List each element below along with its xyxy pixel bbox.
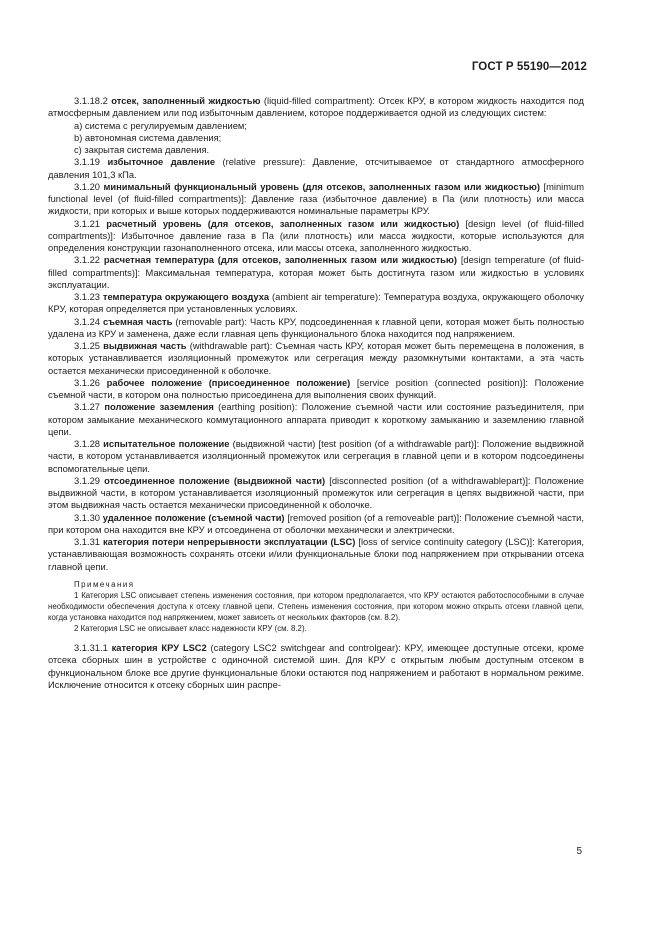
defined-term: испытательное положение <box>103 439 230 449</box>
definition-text: (выдвижной части) [test position (of a withdrawable part)]: Положение выдвижной части, в котором устанавливается изоляционный промежуток или сегрегация в главной цепи и в котором подсоединены вспомогательные цепи. <box>48 439 584 474</box>
clause-number: 3.1.25 <box>74 341 100 351</box>
definition-paragraph <box>48 512 584 537</box>
notes-heading: Примечания <box>74 579 135 589</box>
clause-number: 3.1.31 <box>74 537 100 547</box>
definition-paragraph <box>48 340 584 377</box>
list-item <box>48 144 584 156</box>
definition-text: (liquid-filled compartment): Отсек КРУ, в котором жидкость находится под атмосферным давлением или под избыточным давлением, которое поддерживается одной из следующих систем: <box>48 96 584 119</box>
definition-paragraph <box>48 438 584 475</box>
definition-text: [loss of service continuity category (LSC)]: Категория, устанавливающая возможность сохранять отсеки и/или функциональные блоки под напряжением при открывании отсека главной цепи. <box>48 537 584 572</box>
clause-number: 3.1.20 <box>74 181 100 192</box>
defined-term: температура окружающего воздуха <box>102 292 270 302</box>
list-item <box>48 132 584 144</box>
clause-number: 3.1.22 <box>74 255 100 266</box>
definition-text: [disconnected position (of a withdrawablepart)]: Положение выдвижной части, в котором устанавливается изоляционный промежуток или сегрегация в цепях выдвижной части, при этом выдвижная часть остается механически присоединенной к оболочке. <box>48 475 584 511</box>
definition-text: [design temperature (of fluid-filled compartments)]: Максимальная температура, которая может быть достигнута газом или жидкостью в условиях эксплуатации. <box>48 255 584 290</box>
standard-designation: ГОСТ Р 55190—2012 <box>471 61 587 73</box>
definition-paragraph <box>48 401 584 438</box>
note-item: 1 Категория LSC описывает степень изменения состояния, при котором предполагается, что КРУ остаются работоспособными в случае необходимости обеспечения доступа к отсеку главной цепи. Степень изменения состояния, при котором можно открыть отсеки главной цепи, когда установка находится под напряжением, может зависеть от нескольких факторов (см. 8.2). <box>48 590 584 623</box>
definition-paragraph <box>48 181 584 218</box>
definition-paragraph <box>48 475 584 512</box>
definition-text: (category LSC2 switchgear and controlgear): КРУ, имеющее доступные отсеки, кроме отсека сборных шин в устройстве с одиночной системой шин. Для КРУ с открытым любым доступным отсеком в функциональном блоке все другие функциональные блоки остаются под напряжением и работают в нормальном режиме. Исключение относится к отсеку сборных шин распре- <box>48 643 584 690</box>
definition-text: (ambient air temperature): Температура воздуха, окружающего оболочку КРУ, которая определяется при установленных условиях. <box>48 292 584 315</box>
clause-number: 3.1.31.1 <box>74 643 108 654</box>
defined-term: отсек, заполненный жидкостью <box>111 96 261 106</box>
clause-number: 3.1.27 <box>74 402 100 413</box>
defined-term: категория потери непрерывности эксплуатации (LSC) <box>102 537 356 547</box>
clause-number: 3.1.23 <box>74 292 100 302</box>
definition-text: [minimum functional level (of fluid-filled compartments)]: Давление газа (избыточное давление) в Па (или плотность) или масса жидкости, при которых и выше которых поддерживаются номинальные параметры КРУ. <box>48 181 584 217</box>
defined-term: избыточное давление <box>107 157 216 168</box>
document-body <box>48 95 584 691</box>
definition-paragraph <box>48 316 584 341</box>
definition-text: (removable part): Часть КРУ, подсоединенная к главной цепи, которая может быть полностью удалена из КРУ и заменена, даже если главная цепь функционального блока находится под напряжением. <box>48 316 584 339</box>
definition-paragraph <box>48 536 584 573</box>
page-number: 5 <box>576 846 582 857</box>
definition-text: (relative pressure): Давление, отсчитываемое от стандартного атмосферного давления 101,3 кПа. <box>48 157 584 180</box>
definition-text: [removed position (of a removeable part)]: Положение съемной части, при котором она находится вне КРУ и отсоединена от оболочки механически и электрически. <box>48 512 584 535</box>
definition-paragraph <box>48 291 584 316</box>
clause-number: 3.1.29 <box>74 475 100 486</box>
defined-term: удаленное положение (съемной части) <box>102 512 285 523</box>
defined-term: выдвижная часть <box>103 341 187 351</box>
defined-term: отсоединенное положение (выдвижной части) <box>104 475 326 486</box>
defined-term: расчетный уровень (для отсеков, заполненных газом или жидкостью) <box>106 218 460 229</box>
definition-text: (withdrawable part): Съемная часть КРУ, которая может быть перемещена в положения, в которых устанавливается изоляционный промежуток или сегрегация между разомкнутыми контактами, а эта часть остается механически присоединенной к оболочке. <box>48 341 584 376</box>
definition-text: (earthing position): Положение съемной части или состояние разъединителя, при котором замыкание механического коммутационного аппарата приводит к короткому замыканию и заземлению главной цепи. <box>48 402 584 437</box>
defined-term: съемная часть <box>103 316 173 327</box>
defined-term: расчетная температура (для отсеков, заполненных газом или жидкостью) <box>103 255 457 266</box>
definition-paragraph <box>48 95 584 120</box>
clause-number: 3.1.18.2 <box>74 96 108 106</box>
defined-term: категория КРУ LSC2 <box>111 643 207 654</box>
definition-paragraph <box>48 377 584 402</box>
clause-number: 3.1.26 <box>74 377 100 388</box>
list-item <box>48 120 584 132</box>
list-item-text: c) закрытая система давления. <box>74 145 210 155</box>
final-definition <box>48 642 584 691</box>
defined-term: минимальный функциональный уровень (для отсеков, заполненных газом или жидкостью) <box>103 181 540 192</box>
defined-term: рабочее положение (присоединенное положение) <box>106 377 351 388</box>
notes-block <box>48 579 584 634</box>
definition-text: [design level (of fluid-filled compartments)]: Избыточное давление газа в Па (или плотность) или масса жидкости, которые используются для определения конструкции газонаполненного отсека, или массы отсека, заполненного жидкостью. <box>48 218 584 253</box>
clause-number: 3.1.24 <box>74 316 100 327</box>
definition-paragraph <box>48 218 584 255</box>
list-item-text: a) система с регулируемым давлением; <box>74 120 247 131</box>
definition-paragraph <box>48 642 584 691</box>
defined-term: положение заземления <box>104 402 214 413</box>
list-item-text: b) автономная система давления; <box>74 132 222 143</box>
clause-number: 3.1.30 <box>74 512 100 523</box>
clause-number: 3.1.21 <box>74 218 100 229</box>
definition-text: [service position (connected position)]: Положение съемной части, в котором она полностью присоединена для выполнения своих функций. <box>48 377 584 400</box>
note-item: 2 Категория LSC не описывает класс надежности КРУ (см. 8.2). <box>74 624 307 634</box>
definitions-list <box>48 95 584 573</box>
definition-paragraph <box>48 254 584 291</box>
definition-paragraph <box>48 156 584 181</box>
clause-number: 3.1.19 <box>74 157 100 168</box>
clause-number: 3.1.28 <box>74 439 100 449</box>
